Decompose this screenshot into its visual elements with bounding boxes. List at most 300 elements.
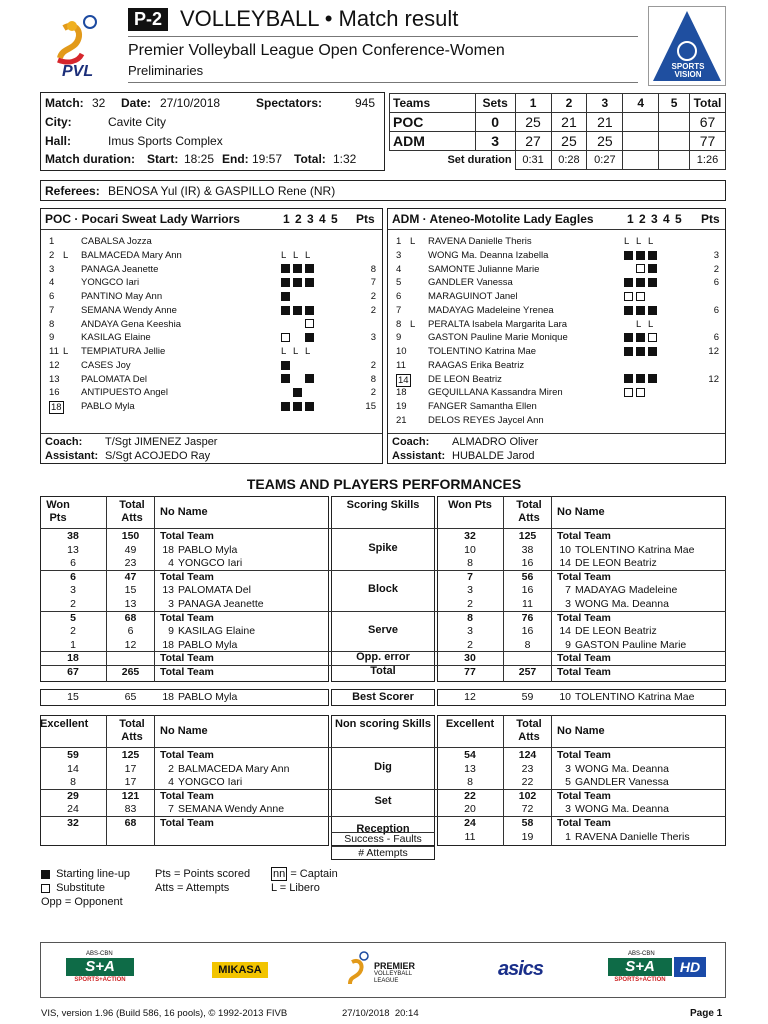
player-sets-played [624, 249, 660, 263]
score-poc-set4 [623, 113, 659, 132]
libero-set-marker: L [648, 318, 654, 330]
sports-action-tag-left: SPORTS+ACTION [74, 977, 126, 983]
player-number: 7 [565, 584, 571, 597]
player-number: 18 [396, 387, 407, 399]
legend-substitute: Substitute [56, 882, 105, 894]
player-number: 9 [565, 638, 571, 651]
player-sets-played [281, 318, 317, 332]
player-sets-played [281, 249, 317, 263]
score-header-teams: Teams [390, 94, 476, 113]
player-name: Total Team [160, 570, 214, 583]
reception-attempts: # Attempts [331, 846, 435, 860]
total-attempts: 56 [521, 570, 534, 583]
sports-action-tag-right: SPORTS+ACTION [614, 977, 666, 983]
ns-col-divider [551, 715, 552, 846]
player-number: 2 [168, 762, 174, 775]
starting-lineup-square [281, 278, 290, 287]
score-team-poc: POC [390, 113, 476, 132]
starting-lineup-square [624, 347, 633, 356]
starting-lineup-square [624, 306, 633, 315]
total-attempts: 125 [518, 530, 537, 542]
ns-header-4: Excellent [445, 718, 495, 730]
player-number: 16 [49, 387, 60, 399]
player-name: PANAGA Jeanette [178, 598, 264, 610]
player-number: 10 [559, 543, 571, 556]
starting-lineup-square [305, 264, 314, 273]
score-adm-total: 77 [689, 132, 725, 151]
player-number: 5 [565, 776, 571, 789]
start-label: Start: [147, 152, 179, 166]
player-name: CABALSA Jozza [81, 236, 152, 247]
score-header-set3: 3 [587, 94, 623, 113]
set-duration-label: Set duration [390, 151, 516, 170]
total-attempts: 58 [521, 817, 534, 829]
libero-marker: L [63, 249, 69, 261]
player-name: WONG Ma. Deanna [575, 762, 669, 775]
player-name: SEMANA Wendy Anne [81, 304, 177, 316]
player-number: 6 [396, 291, 402, 302]
pvl-sponsor-line3: LEAGUE [374, 978, 399, 984]
perf-header-0: Won Pts [46, 499, 70, 524]
ns-header-5: Total Atts [516, 718, 542, 743]
player-number: 6 [49, 291, 55, 302]
substitute-square [648, 333, 657, 342]
starting-lineup-square [281, 292, 290, 301]
won-points: 59 [67, 749, 79, 761]
player-name: TEMPIATURA Jellie [81, 346, 166, 357]
city-value: Cavite City [108, 115, 167, 129]
score-header-sets: Sets [475, 94, 515, 113]
total-attempts: 11 [522, 598, 533, 610]
date-label: Date: [121, 96, 152, 110]
starting-lineup-square [293, 402, 302, 411]
pvl-logo-text: PVL [62, 63, 94, 80]
player-name: Total Team [557, 530, 611, 542]
libero-marker: L [410, 318, 416, 330]
player-number: 2 [49, 249, 55, 261]
player-name: PANTINO May Ann [81, 291, 163, 302]
ns-skill-label: Set [374, 795, 392, 808]
starting-lineup-square [281, 264, 290, 273]
perf-header-5: Total Atts [516, 499, 542, 524]
substitute-square [281, 333, 290, 342]
substitute-square [636, 264, 645, 273]
perf-header-rule [40, 528, 726, 529]
libero-set-marker: L [305, 249, 311, 261]
score-header-total: Total [689, 94, 725, 113]
won-points: 30 [464, 652, 476, 665]
won-points: 20 [464, 803, 476, 816]
won-points: 77 [464, 666, 476, 678]
s-plus-a-left: S+A [66, 958, 134, 976]
duration-label: Match duration: [45, 152, 135, 166]
player-name: GEQUILLANA Kassandra Miren [428, 387, 563, 399]
ns-col-divider [154, 715, 155, 846]
team-b-set-cols: 1 2 3 4 5 [627, 212, 683, 226]
set2-duration: 0:28 [551, 151, 587, 170]
hall-label: Hall: [45, 134, 72, 148]
player-number: 7 [168, 803, 174, 816]
set4-duration [623, 151, 659, 170]
team-b-rule [388, 229, 725, 230]
total-attempts: 6 [127, 625, 134, 638]
legend-opp: Opp = Opponent [41, 896, 123, 908]
player-sets-played [624, 276, 660, 290]
won-points: 24 [464, 817, 476, 829]
player-name: Total Team [160, 666, 214, 678]
team-a-title: POC · Pocari Sweat Lady Warriors [45, 212, 240, 226]
player-name: RAVENA Danielle Theris [428, 236, 532, 247]
set3-duration: 0:27 [587, 151, 623, 170]
perf-header-2: No Name [160, 506, 208, 518]
player-name: RAVENA Danielle Theris [575, 830, 690, 843]
won-points: 8 [467, 776, 473, 789]
player-name: DE LEON Beatriz [428, 373, 502, 385]
player-number: 13 [49, 373, 60, 385]
total-attempts: 12 [124, 638, 137, 651]
ns-skill-label: Reception [356, 822, 410, 835]
total-attempts: 23 [124, 557, 137, 570]
sports-vision-logo [648, 6, 726, 86]
substitute-square [636, 292, 645, 301]
player-number: 4 [49, 277, 55, 289]
player-name: Total Team [557, 789, 611, 802]
set1-duration: 0:31 [515, 151, 551, 170]
won-points: 7 [467, 570, 473, 583]
starting-lineup-square [281, 402, 290, 411]
player-name: Total Team [160, 611, 214, 624]
player-sets-played [281, 400, 317, 414]
player-name: Total Team [160, 817, 214, 829]
pvl-sponsor-graphic [346, 950, 372, 990]
team-b-coach-label: Coach: [392, 436, 430, 448]
score-team-adm: ADM [390, 132, 476, 151]
team-a-coach-label: Coach: [45, 436, 83, 448]
player-points: 3 [713, 249, 719, 261]
player-name: PALOMATA Del [178, 584, 251, 597]
libero-set-marker: L [281, 346, 287, 357]
player-name: YONGCO Iari [178, 776, 243, 789]
player-sets-played [624, 290, 648, 304]
ns-header-0: Excellent [40, 718, 89, 730]
player-number: 19 [396, 401, 407, 412]
footer-datetime: 27/10/2018 20:14 [342, 1008, 419, 1019]
ns-header-rule [40, 747, 726, 748]
team-a-assistant: S/Sgt ACOJEDO Ray [105, 450, 211, 462]
perf-header-3: Scoring Skills [346, 499, 420, 511]
player-number: 4 [396, 263, 402, 275]
player-points: 2 [370, 291, 376, 302]
starting-lineup-square [636, 306, 645, 315]
won-points: 29 [67, 789, 79, 802]
score-header-set4: 4 [623, 94, 659, 113]
won-points: 38 [67, 530, 79, 542]
total-attempts: 150 [121, 530, 140, 542]
starting-lineup-square [305, 278, 314, 287]
won-points: 13 [464, 762, 476, 775]
team-b-assistant-label: Assistant: [392, 450, 446, 462]
total-label: Total: [294, 152, 326, 166]
player-sets-played [281, 386, 305, 400]
score-header-set5: 5 [659, 94, 690, 113]
set-empty-slot [293, 374, 302, 383]
player-number: 8 [396, 318, 402, 330]
player-name: YONGCO Iari [81, 277, 140, 289]
starting-lineup-square [648, 306, 657, 315]
player-number: 18 [51, 402, 62, 413]
starting-lineup-square [293, 264, 302, 273]
player-name: Total Team [557, 817, 611, 829]
page-title: VOLLEYBALL • Match result [180, 6, 459, 31]
player-name: SEMANA Wendy Anne [178, 803, 285, 816]
page-badge: P-2 [128, 8, 168, 31]
total-attempts: 125 [121, 749, 140, 761]
player-name: WONG Ma. Deanna [575, 598, 669, 610]
libero-marker: L [410, 236, 416, 247]
substitute-square [624, 388, 633, 397]
total-attempts: 47 [124, 570, 137, 583]
player-number: 3 [565, 762, 571, 775]
set-empty-slot [293, 319, 302, 328]
substitute-square [41, 884, 50, 893]
player-sets-played [281, 263, 317, 277]
player-name: MADAYAG Madeleine [575, 584, 678, 597]
header-rule-bottom [128, 82, 638, 83]
team-a-assistant-label: Assistant: [45, 450, 99, 462]
legend [41, 867, 130, 909]
player-points: 2 [370, 387, 376, 399]
legend-pts: Pts = Points scored [155, 868, 251, 880]
team-b-coach-rule [388, 433, 725, 434]
starting-lineup-square [305, 333, 314, 342]
perf-skill-label: Block [368, 583, 398, 596]
player-name: PANAGA Jeanette [81, 263, 159, 275]
won-points: 6 [70, 570, 76, 583]
end-value: 19:57 [252, 152, 283, 166]
perf-skill-label: Serve [368, 624, 398, 636]
s-plus-a-right: S+A [608, 958, 672, 976]
libero-set-marker: L [636, 318, 642, 330]
team-b-coach: ALMADRO Oliver [452, 436, 539, 448]
player-name: Total Team [557, 570, 611, 583]
total-attempts: 19 [521, 830, 534, 843]
total-attempts: 17 [124, 762, 137, 775]
total-attempts: 22 [521, 776, 534, 789]
player-number: 13 [162, 584, 174, 597]
player-number: 9 [168, 625, 174, 638]
substitute-square [305, 319, 314, 328]
player-points: 8 [370, 373, 376, 385]
perf-skill-label: Total [370, 664, 396, 677]
perf-header-1: Total Atts [119, 499, 145, 524]
won-points: 32 [464, 530, 476, 542]
phase-name: Preliminaries [128, 63, 204, 78]
score-adm-set3: 25 [587, 132, 623, 151]
won-points: 3 [467, 625, 473, 638]
player-sets-played [624, 318, 660, 332]
legend-starting: Starting line-up [56, 868, 131, 880]
ns-header-1: Total Atts [119, 718, 145, 743]
hd-badge: HD [674, 957, 706, 977]
starting-lineup-square [305, 306, 314, 315]
best-scorer-name: PABLO Myla [178, 690, 238, 703]
legend-captain-box: nn [273, 868, 286, 880]
best-scorer-number: 18 [162, 690, 174, 703]
player-number: 11 [396, 359, 406, 371]
starting-lineup-square [293, 278, 302, 287]
asics-logo: asics [498, 958, 544, 980]
player-sets-played [624, 345, 660, 359]
won-points: 1 [70, 638, 76, 651]
player-sets-played [281, 359, 293, 373]
total-attempts: 16 [521, 557, 534, 570]
player-points: 7 [370, 277, 376, 289]
player-number: 4 [168, 557, 174, 570]
score-adm-set1: 27 [515, 132, 551, 151]
sports-action-logo-left [66, 951, 134, 987]
total-attempts: 124 [518, 749, 537, 761]
score-adm-set2: 25 [551, 132, 587, 151]
total-attempts: 121 [121, 789, 140, 802]
starting-lineup-square [624, 278, 633, 287]
perf-skill-label: Spike [368, 542, 398, 555]
city-label: City: [45, 115, 72, 129]
player-sets-played [281, 276, 317, 290]
player-name: Total Team [557, 611, 611, 624]
player-sets-played [281, 331, 317, 345]
player-name: ANTIPUESTO Angel [81, 387, 168, 399]
player-name: GANDLER Vanessa [428, 277, 513, 289]
player-name: Total Team [557, 749, 611, 761]
legend-libero: L = Libero [271, 882, 320, 894]
starting-lineup-square [636, 278, 645, 287]
starting-lineup-square [624, 333, 633, 342]
player-sets-played [281, 345, 317, 359]
total-attempts: 102 [518, 789, 537, 802]
won-points: 3 [70, 584, 76, 597]
end-label: End: [222, 152, 249, 166]
won-points: 2 [467, 638, 473, 651]
pvl-sponsor-logo [346, 948, 426, 994]
referees-value: BENOSA Yul (IR) & GASPILLO Rene (NR) [108, 184, 336, 198]
starting-lineup-square [636, 251, 645, 260]
player-points: 2 [713, 263, 719, 275]
libero-set-marker: L [648, 236, 654, 247]
player-name: PABLO Myla [178, 638, 238, 651]
starting-lineup-square [305, 402, 314, 411]
best-scorer-points: 12 [464, 690, 476, 703]
total-attempts: 23 [521, 762, 534, 775]
perf-col-divider [551, 496, 552, 682]
player-sets-played [624, 386, 648, 400]
footer-page: Page 1 [690, 1008, 723, 1019]
player-sets-played [624, 331, 660, 345]
substitute-square [624, 292, 633, 301]
start-value: 18:25 [184, 152, 215, 166]
player-number: 18 [162, 638, 174, 651]
player-name: WONG Ma. Deanna Izabella [428, 249, 549, 261]
player-number: 9 [396, 332, 402, 344]
total-attempts: 83 [124, 803, 137, 816]
ns-skill-label: Dig [374, 761, 392, 774]
player-name: Total Team [160, 652, 214, 665]
score-sets-poc: 0 [475, 113, 515, 132]
player-name: MADAYAG Madeleine Yrenea [428, 304, 554, 316]
starting-lineup-square [648, 251, 657, 260]
match-date: 27/10/2018 [160, 96, 221, 110]
total-value: 1:32 [333, 152, 357, 166]
player-number: 3 [565, 598, 571, 610]
team-a-rule [41, 229, 382, 230]
player-name: WONG Ma. Deanna [575, 803, 669, 816]
best-scorer-number: 10 [559, 690, 571, 703]
abs-cbn-small-left: ABS-CBN [86, 951, 113, 957]
player-points: 12 [708, 346, 719, 357]
player-points: 2 [370, 359, 376, 371]
score-table [389, 93, 726, 170]
player-points: 12 [708, 373, 719, 385]
ns-header-2: No Name [160, 725, 208, 737]
starting-lineup-square [648, 347, 657, 356]
player-number: 1 [49, 236, 55, 247]
team-b-assistant: HUBALDE Jarod [452, 450, 535, 462]
team-a-set-cols: 1 2 3 4 5 [283, 212, 339, 226]
player-points: 6 [713, 304, 719, 316]
starting-lineup-square [624, 251, 633, 260]
libero-set-marker: L [281, 249, 287, 261]
player-name: DE LEON Beatriz [575, 557, 657, 570]
starting-lineup-square [305, 374, 314, 383]
perf-header-4: Won Pts [448, 499, 492, 511]
player-sets-played [624, 304, 660, 318]
libero-set-marker: L [305, 346, 311, 357]
starting-lineup-square [41, 870, 50, 879]
best-scorer-attempts: 65 [124, 690, 137, 703]
player-sets-played [624, 235, 660, 249]
player-name: RAAGAS Erika Beatriz [428, 359, 525, 371]
won-points: 2 [70, 625, 76, 638]
player-name: FANGER Samantha Ellen [428, 401, 537, 412]
ns-header-3: Non scoring Skills [335, 718, 431, 730]
starting-lineup-square [281, 374, 290, 383]
match-number: 32 [92, 96, 106, 110]
total-duration: 1:26 [689, 151, 725, 170]
legend-captain: = Captain [290, 868, 338, 880]
best-scorer-name: TOLENTINO Katrina Mae [575, 690, 695, 703]
best-scorer-label: Best Scorer [352, 690, 414, 703]
won-points: 18 [67, 652, 79, 665]
player-name: Total Team [557, 652, 611, 665]
player-sets-played [624, 263, 660, 277]
starting-lineup-square [293, 306, 302, 315]
score-poc-total: 67 [689, 113, 725, 132]
total-attempts: 49 [124, 543, 137, 556]
player-points: 2 [370, 304, 376, 316]
player-name: PABLO Myla [178, 543, 238, 556]
player-name: Total Team [160, 530, 214, 542]
total-attempts: 72 [521, 803, 534, 816]
abs-cbn-small-right: ABS-CBN [628, 951, 655, 957]
team-b-pts-label: Pts [701, 212, 720, 226]
player-name: PABLO Myla [81, 401, 135, 412]
starting-lineup-square [648, 264, 657, 273]
player-number: 14 [559, 557, 571, 570]
player-name: TOLENTINO Katrina Mae [428, 346, 537, 357]
substitute-square [636, 388, 645, 397]
player-name: PALOMATA Del [81, 373, 147, 385]
player-name: DELOS REYES Jaycel Ann [428, 414, 544, 426]
total-attempts: 257 [518, 666, 537, 678]
